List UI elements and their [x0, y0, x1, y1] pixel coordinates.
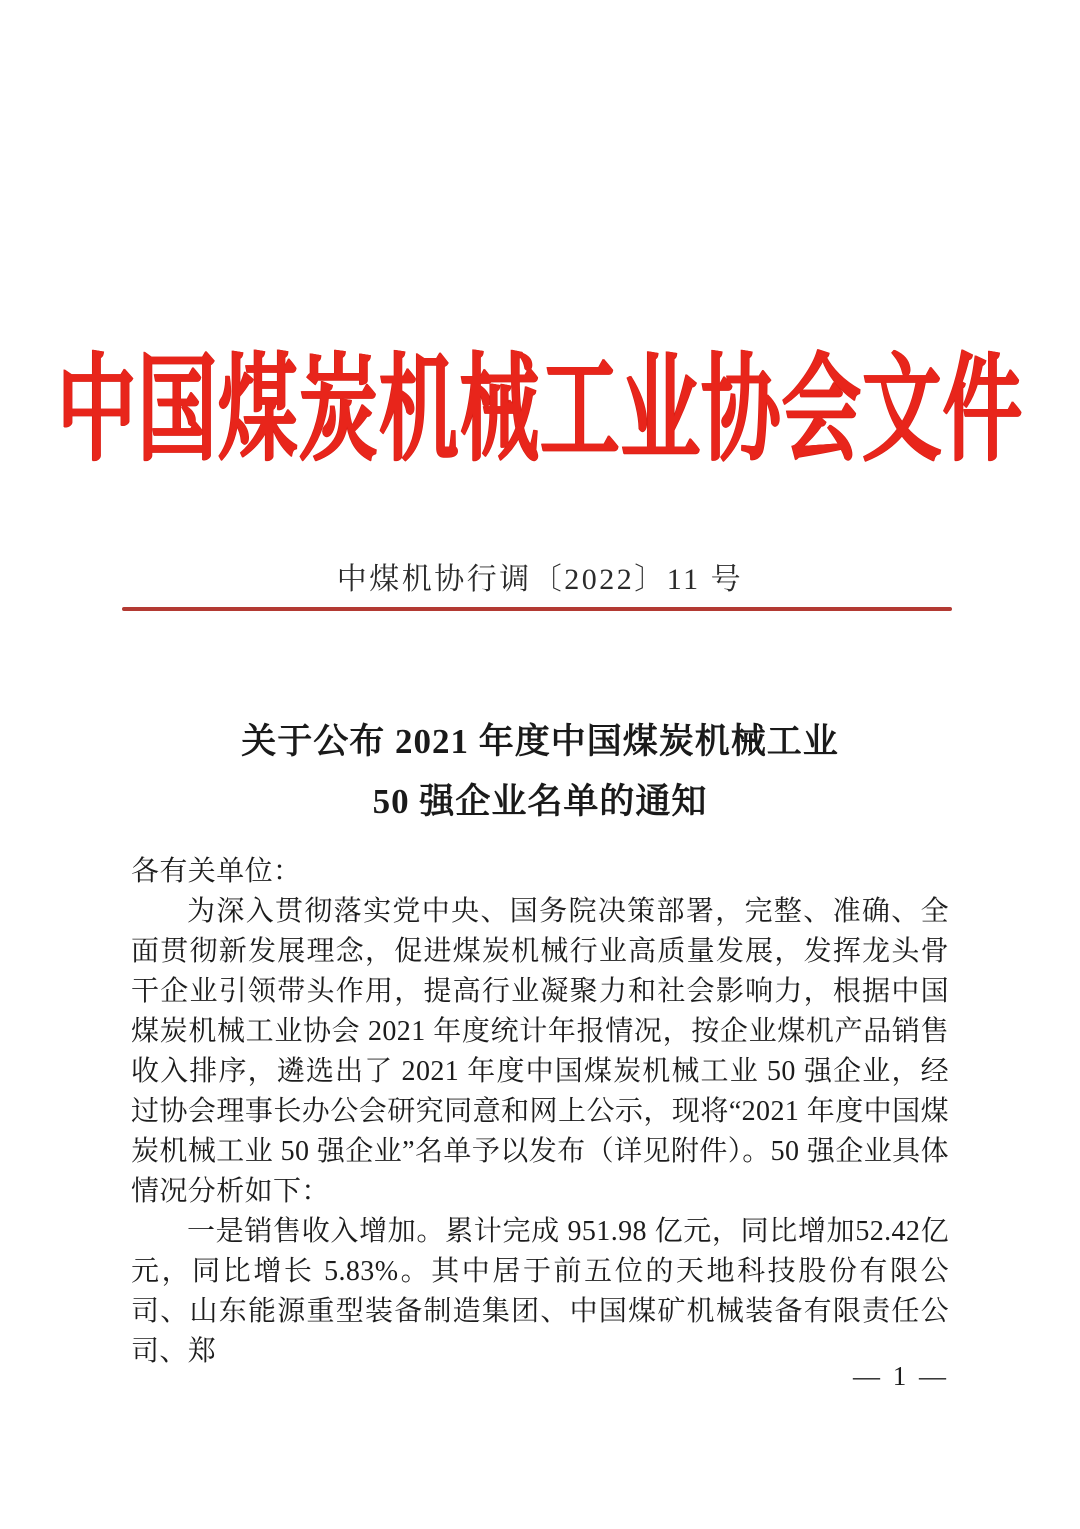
- document-number: 中煤机协行调〔2022〕11 号: [336, 563, 744, 596]
- page-number: — 1 —: [853, 1361, 949, 1391]
- salutation: 各有关单位：: [131, 856, 302, 887]
- red-separator-rule: [122, 607, 952, 611]
- body-paragraph-1: 为深入贯彻落实党中央、国务院决策部署，完整、准确、全面贯彻新发展理念，促进煤炭机械行业高质量发展，发挥龙头骨干企业引领带头作用，提高行业凝聚力和社会影响力，根据中国煤炭机械工业协会 2021 年度统计年报情况，按企业煤机产品销售收入排序，遴选出了 2021 年度中国煤炭机械工业 50 强企业，经过协会理事长办公会研究同意和网上公示，现将“2021 年度中国煤炭机械工业 50 强企业”名单予以发布（详见附件）。50 强企业具体情况分析如下：: [131, 896, 949, 1207]
- masthead-title: 中国煤炭机械工业协会文件: [56, 345, 1024, 475]
- document-body: [131, 852, 949, 1372]
- document-title-line-2: 50 强企业名单的通知: [372, 782, 708, 821]
- body-paragraph-2: 一是销售收入增加。累计完成 951.98 亿元，同比增加52.42亿元，同比增长 5.83%。其中居于前五位的天地科技股份有限公司、山东能源重型装备制造集团、中国煤矿机械装备有限责任公司、郑: [131, 1216, 949, 1367]
- document-title: [0, 712, 1080, 832]
- masthead-container: [0, 345, 1080, 475]
- document-title-line-1: 关于公布 2021 年度中国煤炭机械工业: [241, 722, 839, 761]
